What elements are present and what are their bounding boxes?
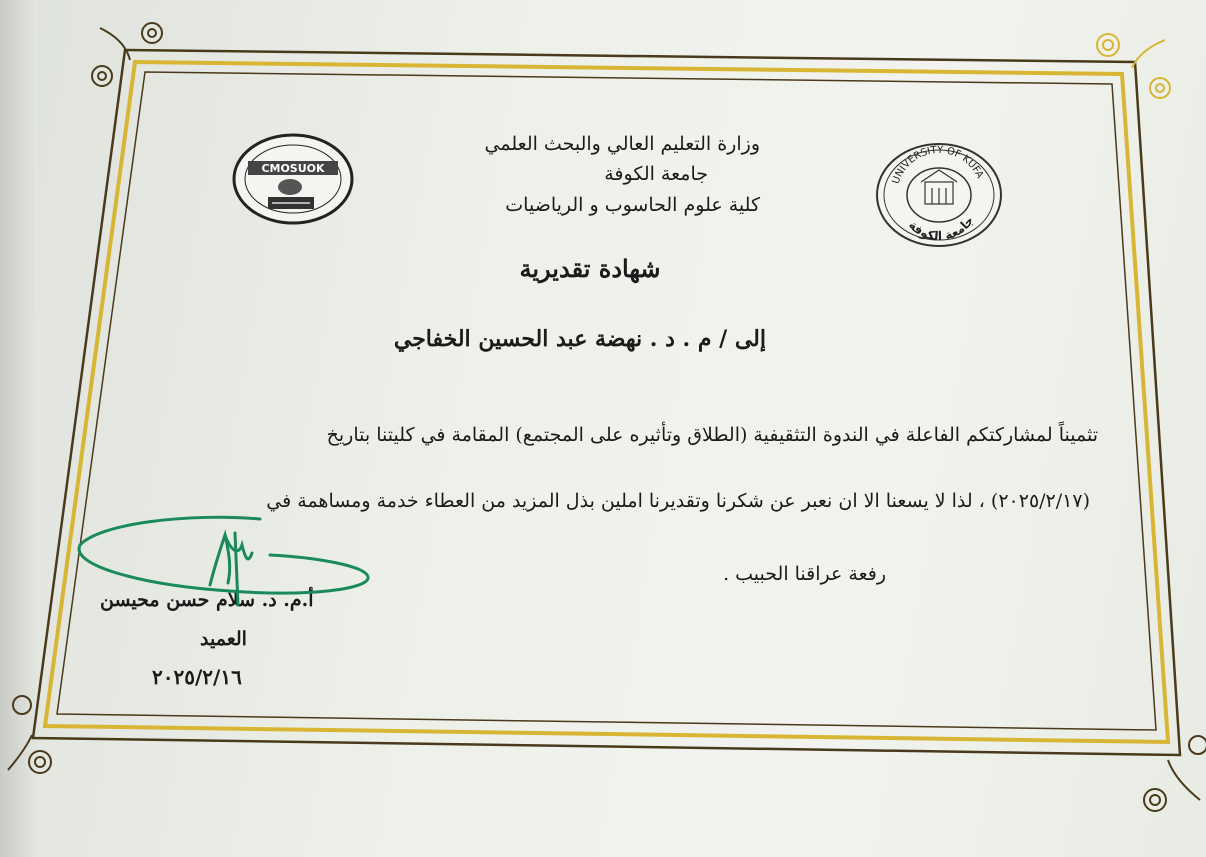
certificate-title: شهادة تقديرية — [519, 254, 661, 283]
college-logo-text: CMOSUOK — [261, 162, 325, 175]
handwritten-signature — [70, 505, 390, 625]
college-logo — [232, 133, 354, 225]
university-seal-logo — [875, 142, 1003, 248]
signature-date: ٢٠٢٥/٢/١٦ — [152, 665, 242, 689]
body-line-1: تثميناً لمشاركتكم الفاعلة في الندوة التثقيفية (الطلاق وتأثيره على المجتمع) المقامة في كليتنا بتاريخ — [326, 424, 1098, 446]
body-line-3: رفعة عراقنا الحبيب . — [723, 563, 886, 585]
seal-arabic-text: جامعة الكوفة — [905, 213, 977, 244]
seal-english-text: UNIVERSITY OF KUFA — [890, 144, 986, 186]
body-line-2: (٢٠٢٥/٢/١٧) ، لذا لا يسعنا الا ان نعبر عن شكرنا وتقديرنا املين بذل المزيد من العطاء خدمة ومساهمة في — [266, 490, 1090, 512]
college-heading: كلية علوم الحاسوب و الرياضيات — [505, 194, 760, 216]
signatory-name: أ.م. د. سلام حسن محيسن — [100, 589, 314, 611]
university-heading: جامعة الكوفة — [604, 163, 708, 185]
signatory-position: العميد — [200, 628, 247, 650]
recipient-line: إلى / م . د . نهضة عبد الحسين الخفاجي — [393, 326, 766, 352]
ministry-heading: وزارة التعليم العالي والبحث العلمي — [484, 133, 760, 155]
